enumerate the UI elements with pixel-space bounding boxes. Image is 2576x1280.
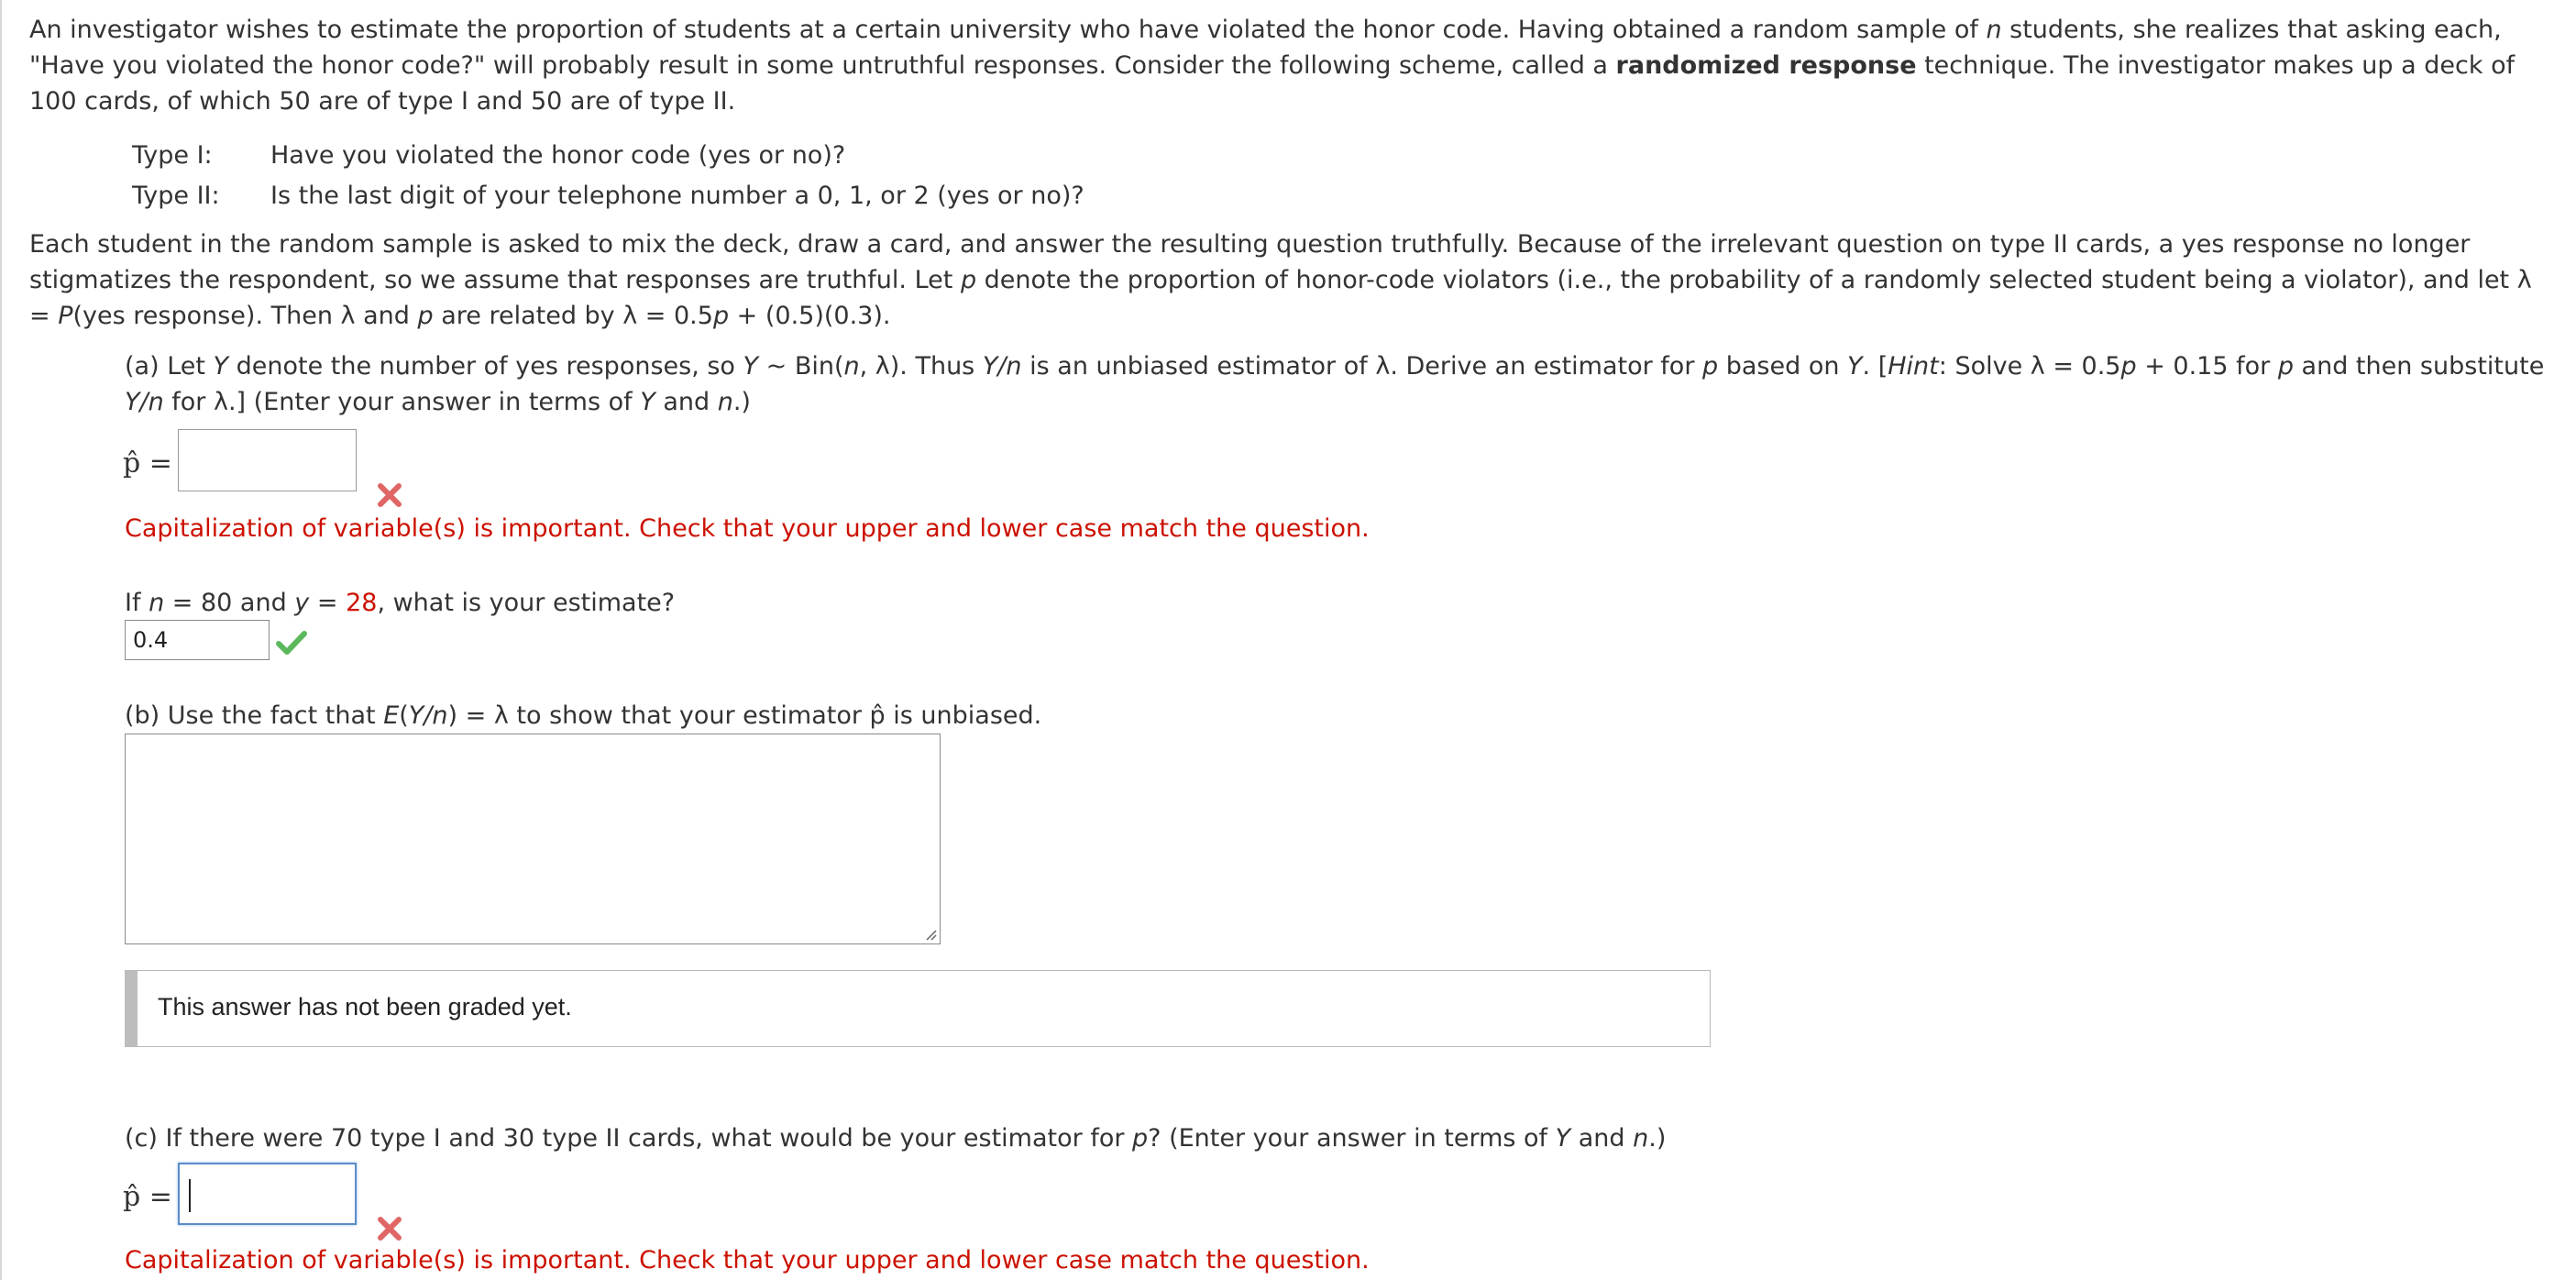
part-b-question: (b) Use the fact that E(Y/n) = λ to show that your estimator p̂ is unbiased. (125, 701, 1042, 730)
type-2-row (132, 176, 1084, 216)
incorrect-icon (376, 1215, 403, 1242)
part-c-error-message: Capitalization of variable(s) is important. Check that your upper and lower case match the question. (125, 1246, 1370, 1274)
resize-grip-icon[interactable] (924, 928, 937, 941)
incorrect-icon (376, 481, 403, 509)
part-a-phat-label: p̂ = (123, 447, 172, 480)
part-a-question: (a) Let Y denote the number of yes responses, so Y ~ Bin(n, λ). Thus Y/n is an unbiased estimator of λ. Derive an estimator for p based on Y. [Hint: Solve λ = 0.5p + 0.15 for p and then substitute Y/n for λ.] (Enter your answer in terms of Y and n.) (125, 352, 2545, 416)
grading-status-box (125, 970, 1711, 1047)
type-1-question: Have you violated the honor code (yes or no)? (270, 141, 846, 170)
type-2-question: Is the last digit of your telephone number a 0, 1, or 2 (yes or no)? (270, 182, 1084, 210)
part-a-estimate-question: If n = 80 and y = 28, what is your estimate? (125, 589, 676, 617)
part-a-estimate-input[interactable] (125, 620, 270, 660)
part-a-estimator-input[interactable] (178, 429, 357, 491)
part-c-question: (c) If there were 70 type I and 30 type II cards, what would be your estimator for p? (Enter your answer in terms of Y and n.) (125, 1124, 1667, 1153)
part-b-answer-textarea[interactable] (125, 734, 941, 944)
part-c-phat-label: p̂ = (123, 1181, 172, 1213)
type-2-label: Type II: (132, 182, 220, 210)
part-c-estimator-input[interactable] (178, 1163, 357, 1225)
problem-intro: An investigator wishes to estimate the proportion of students at a certain university who have violated the honor code. Having obtained a random sample of n students, she realizes that asking each, "Have you violated the honor code?" will probably result in some untruthful responses. Consider the following scheme, called a randomized response technique. The investigator makes up a deck of 100 cards, of which 50 are of type I and 50 are of type II. (29, 16, 2515, 116)
card-types (132, 136, 1084, 216)
part-a-error-message: Capitalization of variable(s) is important. Check that your upper and lower case match the question. (125, 514, 1370, 543)
left-border (0, 0, 2, 1280)
text-caret (189, 1179, 191, 1212)
type-1-row (132, 136, 1084, 176)
problem-setup: Each student in the random sample is asked to mix the deck, draw a card, and answer the resulting question truthfully. Because of the irrelevant question on type II cards, a yes response no longer stigmatizes the respondent, so we assume that responses are truthful. Let p denote the proportion of honor-code violators (i.e., the probability of a randomly selected student being a violator), and let λ = P(yes response). Then λ and p are related by λ = 0.5p + (0.5)(0.3). (29, 230, 2532, 330)
grading-status-text: This answer has not been graded yet. (158, 993, 572, 1021)
correct-check-icon (275, 629, 308, 657)
type-1-label: Type I: (132, 141, 213, 170)
